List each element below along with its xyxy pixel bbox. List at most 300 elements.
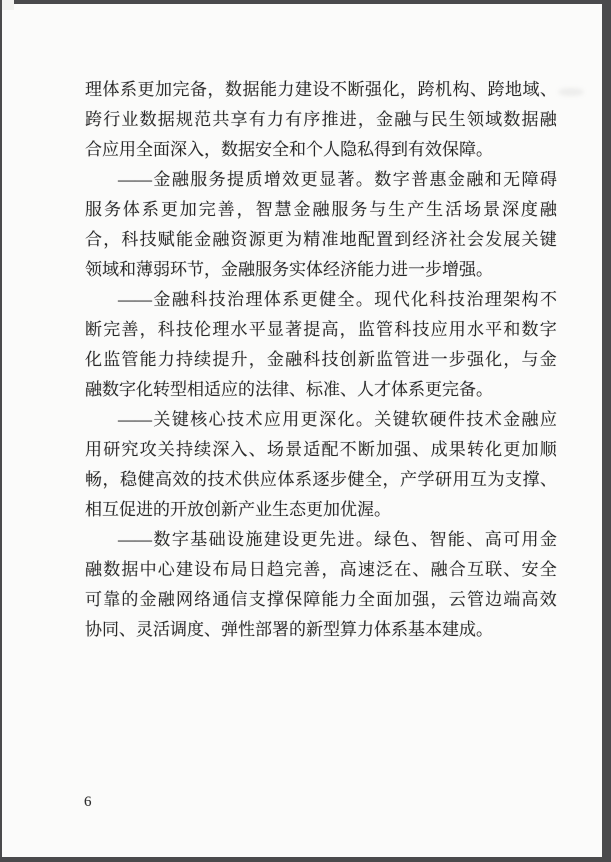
text-char: 云 bbox=[448, 590, 466, 609]
text-char: —— bbox=[118, 410, 152, 429]
document-text bbox=[85, 75, 557, 645]
text-char: 科 bbox=[429, 290, 447, 309]
text-char: 增 bbox=[263, 170, 281, 189]
text-char: 强 bbox=[365, 80, 382, 99]
text-char: 领 bbox=[466, 110, 484, 129]
text-char: 、 bbox=[411, 530, 429, 549]
text-char: 全 bbox=[337, 290, 355, 309]
text-char: 域 bbox=[522, 80, 540, 99]
text-char: 据 bbox=[121, 560, 139, 579]
text-char: 善 bbox=[303, 560, 321, 579]
text-char: 为 bbox=[285, 230, 303, 249]
text-char: —— bbox=[118, 530, 152, 549]
text-char: 体 bbox=[102, 80, 120, 99]
text-char: 加 bbox=[521, 440, 539, 459]
text-char: 用 bbox=[452, 470, 470, 489]
text-char: 可 bbox=[85, 590, 102, 609]
text-char: 融 bbox=[157, 590, 175, 609]
text-char: 务 bbox=[103, 200, 121, 219]
text-char: ， bbox=[248, 350, 266, 369]
text-char: 民 bbox=[430, 110, 448, 129]
text-char: 融 bbox=[539, 200, 557, 219]
text-line bbox=[85, 555, 557, 585]
scan-smudge bbox=[558, 88, 584, 96]
text-char: 平 bbox=[485, 320, 503, 339]
text-char: 科 bbox=[121, 230, 139, 249]
text-char: 会 bbox=[466, 230, 484, 249]
text-char: 供 bbox=[242, 470, 260, 489]
text-char: 更 bbox=[300, 290, 318, 309]
text-line bbox=[85, 585, 557, 615]
text-char: 、 bbox=[466, 530, 484, 549]
text-char: 力 bbox=[157, 350, 175, 369]
text-char: 面 bbox=[376, 590, 393, 609]
text-char: 通 bbox=[212, 590, 230, 609]
text-char: 融 bbox=[466, 170, 484, 189]
text-char: 数 bbox=[103, 560, 121, 579]
text-char: 深 bbox=[319, 410, 337, 429]
text-char: 一 bbox=[430, 350, 448, 369]
text-char: 理 bbox=[212, 320, 230, 339]
text-char: 可 bbox=[503, 530, 521, 549]
text-char: 经 bbox=[412, 230, 430, 249]
text-char: 化 bbox=[485, 440, 503, 459]
text-char: 应 bbox=[430, 320, 448, 339]
text-char: 金 bbox=[153, 170, 171, 189]
text-char: ， bbox=[430, 590, 448, 609]
text-char: 基 bbox=[190, 530, 208, 549]
text-char: 。 bbox=[355, 170, 373, 189]
text-char: 靠 bbox=[103, 590, 121, 609]
text-char: 建 bbox=[295, 80, 312, 99]
text-char: 数 bbox=[503, 110, 521, 129]
text-char: 应 bbox=[260, 470, 277, 489]
text-char: 跨 bbox=[85, 110, 102, 129]
text-line bbox=[85, 345, 557, 375]
text-char: 果 bbox=[448, 440, 466, 459]
text-char: 技 bbox=[175, 320, 193, 339]
text-char: 融 bbox=[521, 410, 539, 429]
text-char: 、 bbox=[412, 560, 430, 579]
text-char: 的 bbox=[121, 590, 139, 609]
text-char: 全 bbox=[365, 470, 382, 489]
text-char: 质 bbox=[245, 170, 263, 189]
text-char: 融 bbox=[312, 200, 330, 219]
text-char: 代 bbox=[392, 290, 410, 309]
text-line bbox=[85, 105, 557, 135]
text-char: 深 bbox=[501, 200, 519, 219]
text-char: 跨 bbox=[417, 80, 435, 99]
text-char: 断 bbox=[357, 440, 375, 459]
text-char: 术 bbox=[245, 410, 263, 429]
text-char: 平 bbox=[248, 320, 266, 339]
text-char: 据 bbox=[157, 110, 175, 129]
text-char: 管 bbox=[376, 320, 393, 339]
text-char: 业 bbox=[121, 110, 139, 129]
text-char: 健 bbox=[347, 470, 365, 489]
text-char: 监 bbox=[357, 320, 375, 339]
text-char: 合 bbox=[85, 230, 102, 249]
text-char: 精 bbox=[303, 230, 321, 249]
text-char: ， bbox=[357, 110, 375, 129]
text-char: 边 bbox=[485, 590, 503, 609]
text-char: 规 bbox=[175, 110, 193, 129]
text-line bbox=[85, 465, 557, 495]
text-char: 域 bbox=[485, 110, 503, 129]
text-char: 善 bbox=[121, 320, 139, 339]
text-char: 智 bbox=[255, 200, 273, 219]
text-char: 管 bbox=[466, 590, 484, 609]
text-char: —— bbox=[118, 170, 152, 189]
text-char: 产 bbox=[400, 470, 417, 489]
text-char: ， bbox=[102, 470, 120, 489]
text-char: 跨 bbox=[487, 80, 505, 99]
text-line bbox=[85, 195, 557, 225]
text-char: 转 bbox=[466, 440, 484, 459]
text-char: 心 bbox=[208, 410, 226, 429]
text-char: 力 bbox=[339, 590, 357, 609]
text-char: 续 bbox=[194, 350, 212, 369]
text-char: 互 bbox=[470, 470, 487, 489]
text-char: 和 bbox=[484, 170, 502, 189]
text-char: 智 bbox=[429, 530, 447, 549]
text-char: 生 bbox=[388, 200, 406, 219]
text-char: 高 bbox=[484, 530, 502, 549]
text-char: 速 bbox=[357, 560, 375, 579]
text-char: 用 bbox=[85, 440, 102, 459]
text-char: 中 bbox=[139, 560, 157, 579]
text-char: 系 bbox=[282, 290, 300, 309]
text-char: 障 bbox=[521, 170, 539, 189]
text-line: 领域和薄弱环节，金融服务实体经济能力进一步增强。 bbox=[85, 260, 493, 279]
text-char: 慧 bbox=[274, 200, 292, 219]
text-char: 网 bbox=[175, 590, 193, 609]
text-char: 融 bbox=[171, 170, 189, 189]
text-char: 逐 bbox=[312, 470, 330, 489]
text-char: ， bbox=[207, 80, 225, 99]
text-char: 设 bbox=[312, 80, 330, 99]
text-char: 济 bbox=[430, 230, 448, 249]
text-char: 关 bbox=[153, 410, 171, 429]
text-line bbox=[85, 435, 557, 465]
text-char: 有 bbox=[285, 110, 303, 129]
text-char: 设 bbox=[194, 560, 212, 579]
text-char: 普 bbox=[411, 170, 429, 189]
text-char: 字 bbox=[539, 320, 557, 339]
text-char: 配 bbox=[357, 230, 375, 249]
text-char: 化 bbox=[485, 350, 503, 369]
text-char: ， bbox=[503, 350, 521, 369]
text-char: 强 bbox=[394, 440, 412, 459]
text-char: ， bbox=[103, 230, 121, 249]
text-char: 加 bbox=[155, 80, 172, 99]
text-char: 趋 bbox=[266, 560, 284, 579]
text-char: 高 bbox=[521, 590, 539, 609]
text-char: 到 bbox=[394, 230, 412, 249]
text-char: 更 bbox=[503, 440, 521, 459]
text-char: 理 bbox=[484, 290, 502, 309]
text-char: 设 bbox=[282, 530, 300, 549]
text-char: 技 bbox=[139, 230, 157, 249]
text-char: 互 bbox=[466, 560, 484, 579]
text-char: 金 bbox=[153, 290, 171, 309]
text-char: 效 bbox=[172, 470, 190, 489]
text-char: 学 bbox=[417, 470, 435, 489]
text-char: 置 bbox=[376, 230, 393, 249]
text-char: 金 bbox=[194, 230, 212, 249]
text-char: 高 bbox=[339, 560, 357, 579]
text-char: 心 bbox=[157, 560, 175, 579]
text-char: 成 bbox=[430, 440, 448, 459]
text-char: 日 bbox=[248, 560, 266, 579]
text-char: 字 bbox=[392, 170, 410, 189]
text-char: 技 bbox=[207, 470, 225, 489]
text-char: 体 bbox=[263, 290, 281, 309]
text-char: 社 bbox=[448, 230, 466, 249]
text-char: 著 bbox=[337, 170, 355, 189]
text-char: 字 bbox=[171, 530, 189, 549]
text-char: 效 bbox=[282, 170, 300, 189]
scan-edge-bottom bbox=[0, 857, 611, 862]
text-char: 显 bbox=[319, 170, 337, 189]
text-char: 力 bbox=[266, 110, 284, 129]
text-char: 科 bbox=[157, 320, 175, 339]
text-char: 显 bbox=[266, 320, 284, 339]
text-char: 建 bbox=[263, 530, 281, 549]
text-char: 障 bbox=[303, 590, 321, 609]
text-char: 和 bbox=[503, 320, 521, 339]
text-char: 用 bbox=[448, 320, 466, 339]
text-char: 共 bbox=[212, 110, 230, 129]
text-char: 化 bbox=[382, 80, 400, 99]
scan-edge-right bbox=[602, 0, 611, 862]
text-char: 件 bbox=[447, 410, 465, 429]
text-char: 。 bbox=[355, 410, 373, 429]
text-char: 力 bbox=[277, 80, 295, 99]
text-char: 惠 bbox=[429, 170, 447, 189]
text-char: 关 bbox=[374, 410, 392, 429]
text-char: 与 bbox=[369, 200, 387, 219]
text-char: 融 bbox=[212, 230, 230, 249]
scan-edge-left bbox=[0, 0, 2, 862]
text-char: 续 bbox=[194, 440, 212, 459]
text-line bbox=[85, 165, 557, 195]
text-char: 无 bbox=[503, 170, 521, 189]
text-char: 能 bbox=[139, 350, 157, 369]
text-char: 理 bbox=[245, 290, 263, 309]
text-char: 数 bbox=[225, 80, 242, 99]
text-char: 据 bbox=[521, 110, 539, 129]
text-char: —— bbox=[118, 290, 152, 309]
text-char: 设 bbox=[227, 530, 245, 549]
text-char: 稳 bbox=[120, 470, 137, 489]
text-char: 、 bbox=[540, 470, 557, 489]
text-char: 范 bbox=[194, 110, 212, 129]
text-char: 安 bbox=[521, 560, 539, 579]
text-char: 完 bbox=[198, 200, 216, 219]
text-char: 监 bbox=[103, 350, 121, 369]
text-char: 系 bbox=[141, 200, 159, 219]
text-char: 技 bbox=[447, 290, 465, 309]
text-char: ， bbox=[339, 320, 357, 339]
text-char: 强 bbox=[412, 590, 430, 609]
text-char: 用 bbox=[521, 530, 539, 549]
text-line bbox=[85, 225, 557, 255]
text-char: 务 bbox=[208, 170, 226, 189]
text-char: 软 bbox=[411, 410, 429, 429]
text-char: 应 bbox=[539, 410, 557, 429]
text-char: 服 bbox=[331, 200, 349, 219]
text-char: 金 bbox=[503, 410, 521, 429]
text-char: 断 bbox=[85, 320, 102, 339]
text-char: 融 bbox=[430, 560, 448, 579]
text-char: 融 bbox=[539, 110, 557, 129]
text-char: 步 bbox=[448, 350, 466, 369]
text-char: 。 bbox=[355, 290, 373, 309]
text-char: 享 bbox=[230, 110, 248, 129]
text-char: 高 bbox=[155, 470, 172, 489]
text-char: 景 bbox=[285, 440, 303, 459]
text-char: 完 bbox=[103, 320, 121, 339]
text-char: 场 bbox=[464, 200, 482, 219]
text-line bbox=[85, 525, 557, 555]
text-char: 用 bbox=[282, 410, 300, 429]
text-char: 健 bbox=[319, 290, 337, 309]
text-char: 与 bbox=[412, 110, 430, 129]
text-char: 发 bbox=[485, 230, 503, 249]
text-char: 顺 bbox=[539, 440, 557, 459]
text-char: 更 bbox=[300, 170, 318, 189]
text-char: 产 bbox=[407, 200, 425, 219]
text-char: 管 bbox=[121, 350, 139, 369]
text-char: 研 bbox=[435, 470, 452, 489]
text-line bbox=[85, 285, 557, 315]
text-char: 泛 bbox=[376, 560, 393, 579]
text-char: 。 bbox=[355, 530, 373, 549]
text-char: 能 bbox=[321, 590, 339, 609]
text-char: 键 bbox=[539, 230, 557, 249]
text-char: 、 bbox=[248, 440, 266, 459]
text-char: 务 bbox=[350, 200, 368, 219]
text-char: 在 bbox=[394, 560, 412, 579]
text-char: 活 bbox=[445, 200, 463, 219]
text-char: 融 bbox=[171, 290, 189, 309]
text-char: 生 bbox=[448, 110, 466, 129]
text-char: 融 bbox=[85, 560, 102, 579]
text-char: 数 bbox=[521, 320, 539, 339]
text-char: 础 bbox=[208, 530, 226, 549]
text-char: 体 bbox=[277, 470, 295, 489]
page-number: 6 bbox=[84, 794, 92, 810]
text-char: 行 bbox=[103, 110, 121, 129]
text-char: 联 bbox=[485, 560, 503, 579]
text-char: 化 bbox=[411, 290, 429, 309]
text-char: 提 bbox=[212, 350, 230, 369]
text-char: 著 bbox=[285, 320, 303, 339]
text-char: 配 bbox=[321, 440, 339, 459]
text-char: 核 bbox=[190, 410, 208, 429]
text-char: 地 bbox=[339, 230, 357, 249]
text-char: 金 bbox=[139, 590, 157, 609]
text-char: 高 bbox=[321, 320, 339, 339]
text-char: 研 bbox=[103, 440, 121, 459]
text-char: 善 bbox=[217, 200, 235, 219]
text-char: 更 bbox=[137, 80, 155, 99]
text-char: 水 bbox=[466, 320, 484, 339]
text-char: 硬 bbox=[429, 410, 447, 429]
text-char: 全 bbox=[539, 560, 557, 579]
text-char: 金 bbox=[447, 170, 465, 189]
text-char: 构 bbox=[452, 80, 470, 99]
text-char: 断 bbox=[347, 80, 365, 99]
text-char: 数 bbox=[374, 170, 392, 189]
text-char: 服 bbox=[85, 200, 102, 219]
text-char: 生 bbox=[426, 200, 444, 219]
text-char: 入 bbox=[230, 440, 248, 459]
text-char: 服 bbox=[190, 170, 208, 189]
text-char: 绿 bbox=[374, 530, 392, 549]
text-char: 能 bbox=[175, 230, 193, 249]
text-char: 保 bbox=[285, 590, 303, 609]
text-char: 加 bbox=[394, 590, 412, 609]
text-char: 持 bbox=[175, 350, 193, 369]
text-char: 强 bbox=[466, 350, 484, 369]
text-char: 色 bbox=[392, 530, 410, 549]
text-char: 水 bbox=[230, 320, 248, 339]
text-char: 撑 bbox=[266, 590, 284, 609]
text-char: 更 bbox=[300, 530, 318, 549]
text-char: 术 bbox=[484, 410, 502, 429]
text-char: 数 bbox=[139, 110, 157, 129]
text-char: ， bbox=[321, 560, 339, 579]
text-char: 机 bbox=[435, 80, 452, 99]
scan-edge-top bbox=[0, 0, 611, 4]
text-char: 施 bbox=[245, 530, 263, 549]
text-char: 碍 bbox=[539, 170, 557, 189]
text-char: ， bbox=[400, 80, 417, 99]
text-char: 究 bbox=[121, 440, 139, 459]
text-char: 健 bbox=[137, 470, 155, 489]
text-char: 不 bbox=[330, 80, 347, 99]
text-char: 为 bbox=[487, 470, 505, 489]
text-char: 提 bbox=[227, 170, 245, 189]
text-char: 景 bbox=[483, 200, 501, 219]
text-char: 先 bbox=[319, 530, 337, 549]
text-char: 更 bbox=[266, 230, 284, 249]
text-char: 科 bbox=[303, 350, 321, 369]
text-char: 融 bbox=[285, 350, 303, 369]
text-char: 金 bbox=[376, 110, 393, 129]
text-char: 系 bbox=[120, 80, 137, 99]
text-char: 不 bbox=[339, 440, 357, 459]
text-char: 体 bbox=[122, 200, 140, 219]
text-char: 有 bbox=[248, 110, 266, 129]
text-char: 源 bbox=[248, 230, 266, 249]
text-char: 金 bbox=[293, 200, 311, 219]
text-char: 建 bbox=[175, 560, 193, 579]
text-char: 现 bbox=[374, 290, 392, 309]
text-char: 理 bbox=[85, 80, 102, 99]
text-char: 场 bbox=[266, 440, 284, 459]
text-line: 合应用全面深入，数据安全和个人隐私得到有效保障。 bbox=[85, 140, 493, 159]
text-char: 、 bbox=[470, 80, 487, 99]
text-char: 金 bbox=[539, 530, 557, 549]
text-char: 步 bbox=[330, 470, 347, 489]
text-char: 撑 bbox=[522, 470, 540, 489]
text-char: 攻 bbox=[139, 440, 157, 459]
text-char: 的 bbox=[190, 470, 207, 489]
text-char: 进 bbox=[412, 350, 430, 369]
